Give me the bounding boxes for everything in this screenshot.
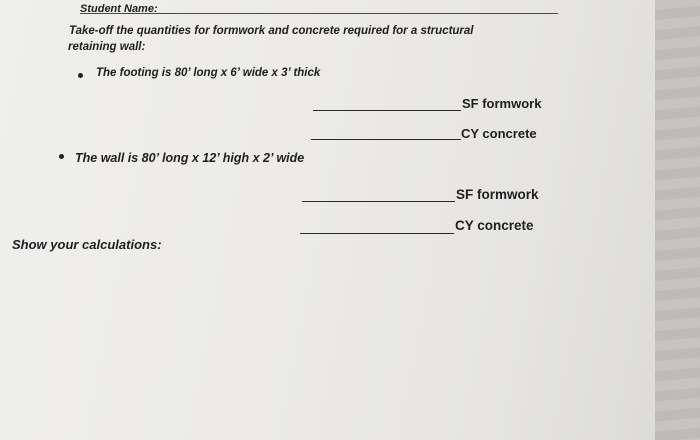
footing-formwork-answer-blank[interactable] — [313, 110, 461, 111]
calculations-label: Show your calculations: — [12, 237, 162, 252]
footing-formwork-unit: SF formwork — [462, 96, 542, 111]
wall-formwork-answer-blank[interactable] — [302, 201, 455, 202]
instruction-text-line1: Take-off the quantities for formwork and concrete required for a structural — [69, 25, 474, 37]
calculations-area[interactable] — [10, 258, 610, 428]
footing-bullet — [78, 73, 83, 78]
student-name-label: Student Name: — [80, 3, 158, 15]
instruction-text-line2: retaining wall: — [68, 41, 146, 53]
wall-formwork-unit: SF formwork — [456, 187, 539, 202]
wall-concrete-answer-blank[interactable] — [300, 233, 454, 234]
wall-concrete-unit: CY concrete — [455, 218, 534, 233]
wall-bullet — [59, 154, 64, 159]
background-surface — [655, 0, 700, 440]
student-name-line[interactable] — [80, 13, 558, 14]
wall-description: The wall is 80’ long x 12’ high x 2’ wide — [75, 151, 305, 165]
footing-description: The footing is 80’ long x 6’ wide x 3’ thick — [96, 67, 321, 79]
footing-concrete-answer-blank[interactable] — [311, 139, 461, 140]
footing-concrete-unit: CY concrete — [461, 126, 537, 141]
